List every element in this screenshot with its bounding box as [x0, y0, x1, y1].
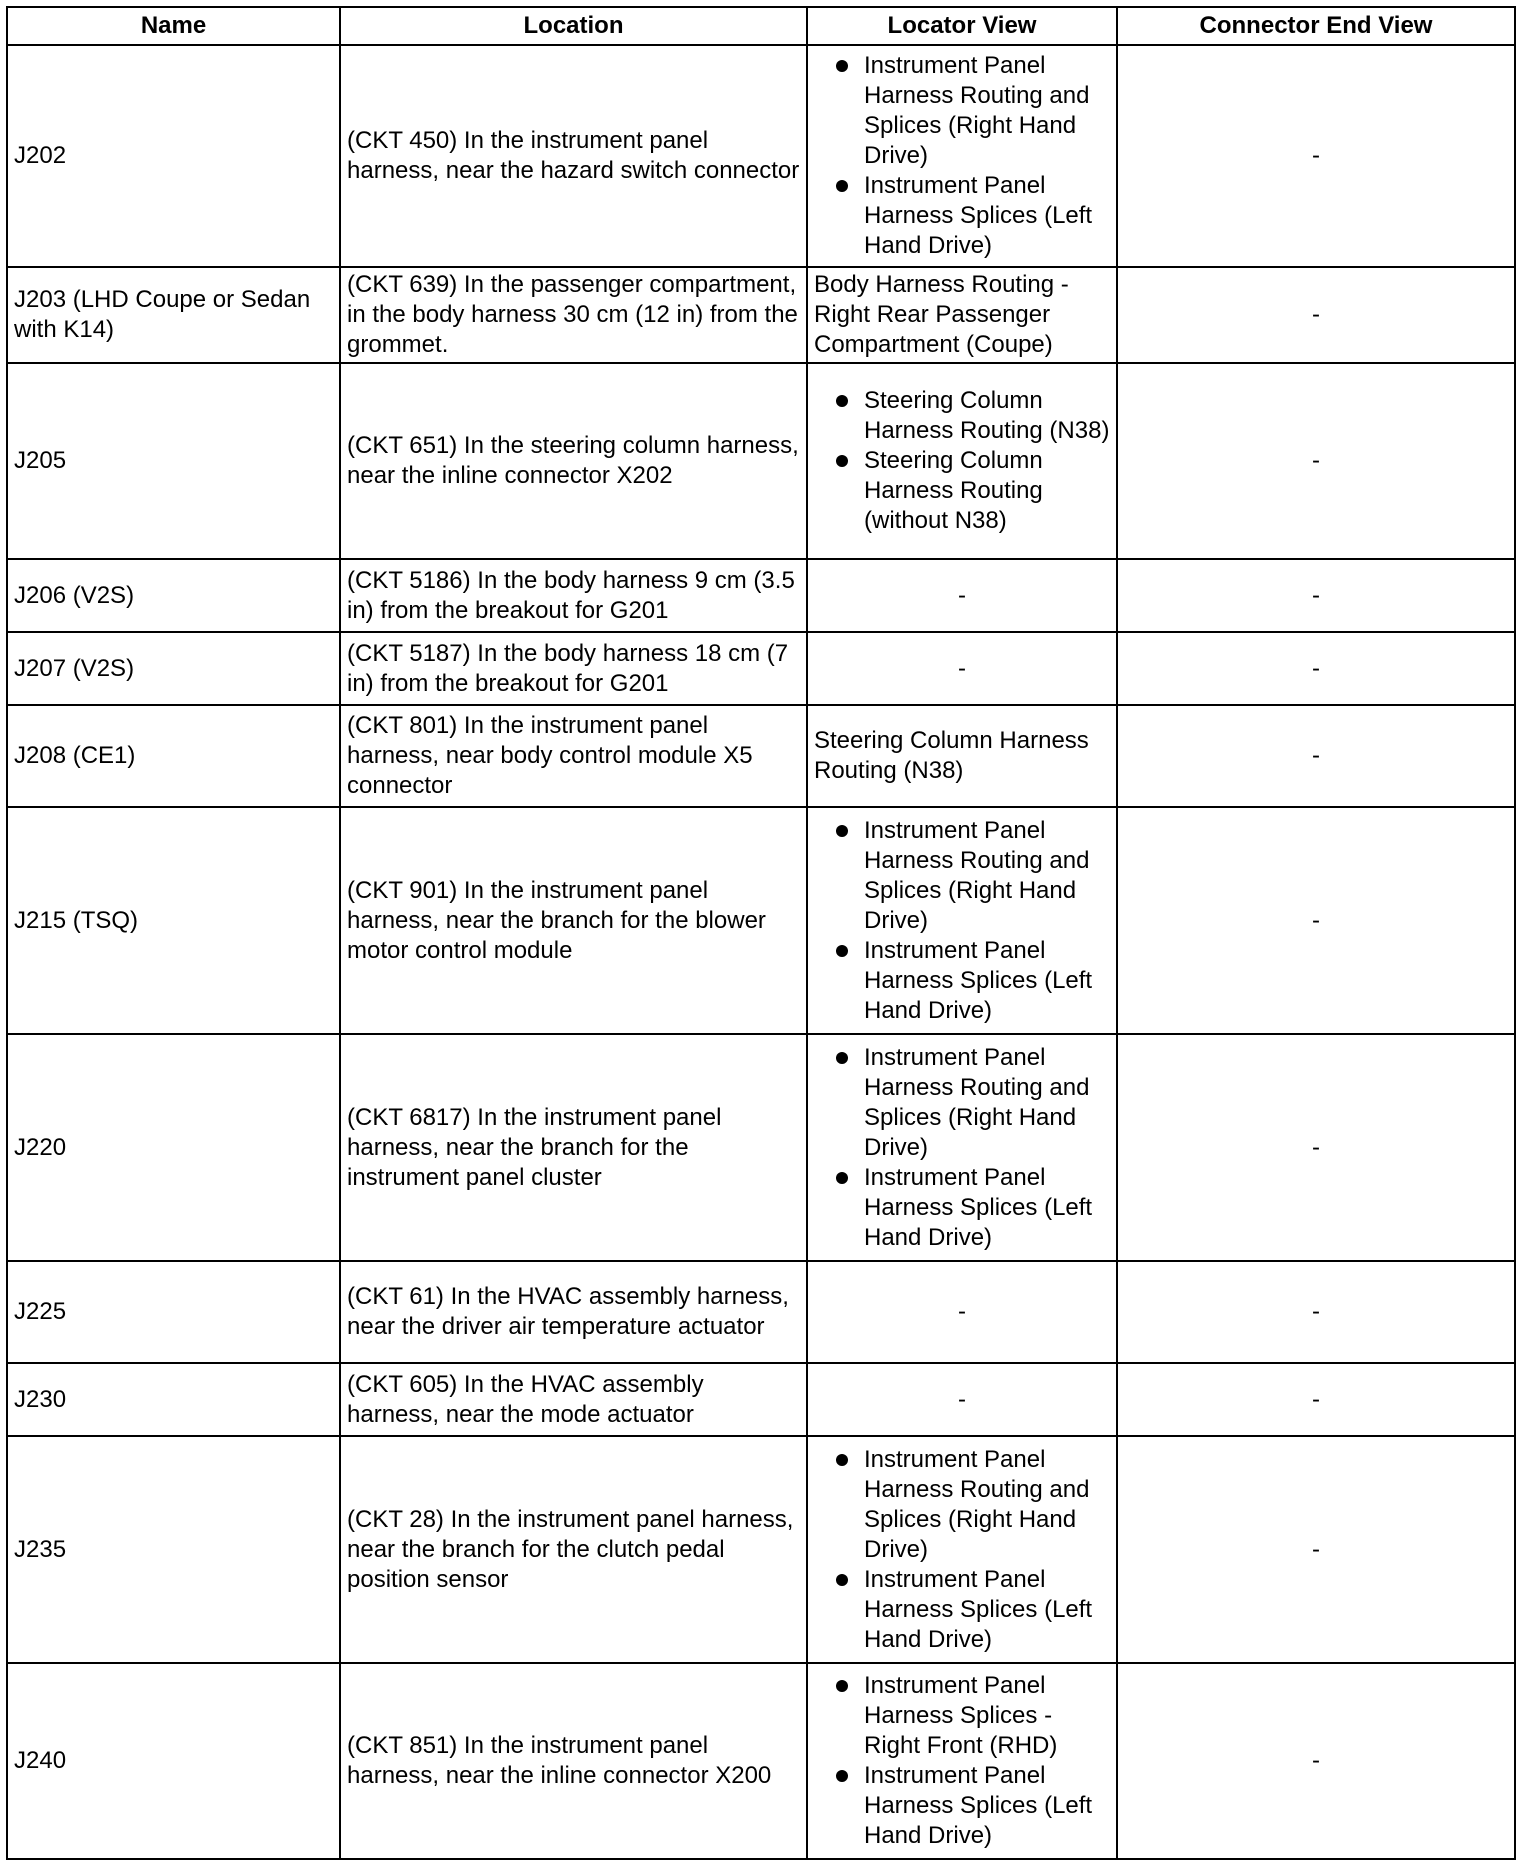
- connector-end-view: -: [1117, 1436, 1515, 1663]
- locator-item: Instrument Panel Harness Routing and Splices (Right Hand Drive): [814, 816, 1110, 936]
- table-row: [7, 363, 1515, 559]
- splice-location: (CKT 605) In the HVAC assembly harness, near the mode actuator: [340, 1363, 807, 1436]
- splice-location: (CKT 6817) In the instrument panel harness, near the branch for the instrument panel cluster: [340, 1034, 807, 1261]
- splice-table: [6, 6, 1516, 1860]
- locator-list: [814, 1445, 1110, 1655]
- locator-view: [807, 807, 1117, 1034]
- table-row: [7, 1436, 1515, 1663]
- header-row: [7, 7, 1515, 45]
- locator-item: Instrument Panel Harness Splices (Left Hand Drive): [814, 1163, 1110, 1253]
- locator-item: Instrument Panel Harness Splices (Left Hand Drive): [814, 1565, 1110, 1655]
- locator-item: Steering Column Harness Routing (N38): [814, 386, 1110, 446]
- locator-item: Instrument Panel Harness Splices (Left Hand Drive): [814, 1761, 1110, 1851]
- locator-view: -: [807, 1261, 1117, 1363]
- locator-item: Instrument Panel Harness Routing and Splices (Right Hand Drive): [814, 51, 1110, 171]
- table-row: [7, 1034, 1515, 1261]
- locator-item: Instrument Panel Harness Routing and Splices (Right Hand Drive): [814, 1445, 1110, 1565]
- locator-list: [814, 816, 1110, 1026]
- locator-view: -: [807, 1363, 1117, 1436]
- splice-name: J215 (TSQ): [7, 807, 340, 1034]
- connector-end-view: -: [1117, 632, 1515, 705]
- splice-location: (CKT 651) In the steering column harness, near the inline connector X202: [340, 363, 807, 559]
- locator-list: [814, 1043, 1110, 1253]
- locator-list: [814, 51, 1110, 261]
- splice-name: J203 (LHD Coupe or Sedan with K14): [7, 267, 340, 363]
- table-row: [7, 559, 1515, 632]
- locator-view: -: [807, 559, 1117, 632]
- header-locator-view: Locator View: [807, 7, 1117, 45]
- table-row: [7, 1663, 1515, 1859]
- locator-view: Steering Column Harness Routing (N38): [807, 705, 1117, 807]
- connector-end-view: -: [1117, 807, 1515, 1034]
- splice-name: J230: [7, 1363, 340, 1436]
- locator-list: [814, 386, 1110, 536]
- locator-view: -: [807, 632, 1117, 705]
- connector-end-view: -: [1117, 1663, 1515, 1859]
- locator-item: Instrument Panel Harness Routing and Splices (Right Hand Drive): [814, 1043, 1110, 1163]
- splice-name: J202: [7, 45, 340, 267]
- splice-location: (CKT 901) In the instrument panel harness, near the branch for the blower motor control module: [340, 807, 807, 1034]
- table-row: [7, 705, 1515, 807]
- locator-view: [807, 45, 1117, 267]
- locator-view: [807, 1663, 1117, 1859]
- splice-location: (CKT 639) In the passenger compartment, in the body harness 30 cm (12 in) from the grommet.: [340, 267, 807, 363]
- splice-name: J207 (V2S): [7, 632, 340, 705]
- splice-location: (CKT 851) In the instrument panel harness, near the inline connector X200: [340, 1663, 807, 1859]
- locator-view: [807, 1436, 1117, 1663]
- locator-view: [807, 363, 1117, 559]
- table-row: [7, 632, 1515, 705]
- table-row: [7, 267, 1515, 363]
- locator-view: Body Harness Routing - Right Rear Passenger Compartment (Coupe): [807, 267, 1117, 363]
- connector-end-view: -: [1117, 559, 1515, 632]
- splice-name: J240: [7, 1663, 340, 1859]
- locator-view: [807, 1034, 1117, 1261]
- connector-end-view: -: [1117, 45, 1515, 267]
- splice-location: (CKT 61) In the HVAC assembly harness, near the driver air temperature actuator: [340, 1261, 807, 1363]
- splice-name: J206 (V2S): [7, 559, 340, 632]
- splice-location: (CKT 5187) In the body harness 18 cm (7 in) from the breakout for G201: [340, 632, 807, 705]
- splice-location: (CKT 801) In the instrument panel harness, near body control module X5 connector: [340, 705, 807, 807]
- locator-item: Steering Column Harness Routing (without N38): [814, 446, 1110, 536]
- locator-item: Instrument Panel Harness Splices (Left Hand Drive): [814, 936, 1110, 1026]
- connector-end-view: -: [1117, 1363, 1515, 1436]
- connector-end-view: -: [1117, 705, 1515, 807]
- connector-end-view: -: [1117, 363, 1515, 559]
- splice-name: J220: [7, 1034, 340, 1261]
- header-name: Name: [7, 7, 340, 45]
- splice-location: (CKT 28) In the instrument panel harness, near the branch for the clutch pedal position sensor: [340, 1436, 807, 1663]
- header-location: Location: [340, 7, 807, 45]
- connector-end-view: -: [1117, 1261, 1515, 1363]
- splice-name: J205: [7, 363, 340, 559]
- table-row: [7, 1363, 1515, 1436]
- connector-end-view: -: [1117, 267, 1515, 363]
- table-row: [7, 807, 1515, 1034]
- table-row: [7, 45, 1515, 267]
- table-row: [7, 1261, 1515, 1363]
- header-connector-end-view: Connector End View: [1117, 7, 1515, 45]
- locator-item: Instrument Panel Harness Splices (Left Hand Drive): [814, 171, 1110, 261]
- locator-item: Instrument Panel Harness Splices - Right Front (RHD): [814, 1671, 1110, 1761]
- splice-location: (CKT 450) In the instrument panel harness, near the hazard switch connector: [340, 45, 807, 267]
- connector-end-view: -: [1117, 1034, 1515, 1261]
- splice-name: J225: [7, 1261, 340, 1363]
- locator-list: [814, 1671, 1110, 1851]
- splice-name: J208 (CE1): [7, 705, 340, 807]
- splice-location: (CKT 5186) In the body harness 9 cm (3.5 in) from the breakout for G201: [340, 559, 807, 632]
- splice-name: J235: [7, 1436, 340, 1663]
